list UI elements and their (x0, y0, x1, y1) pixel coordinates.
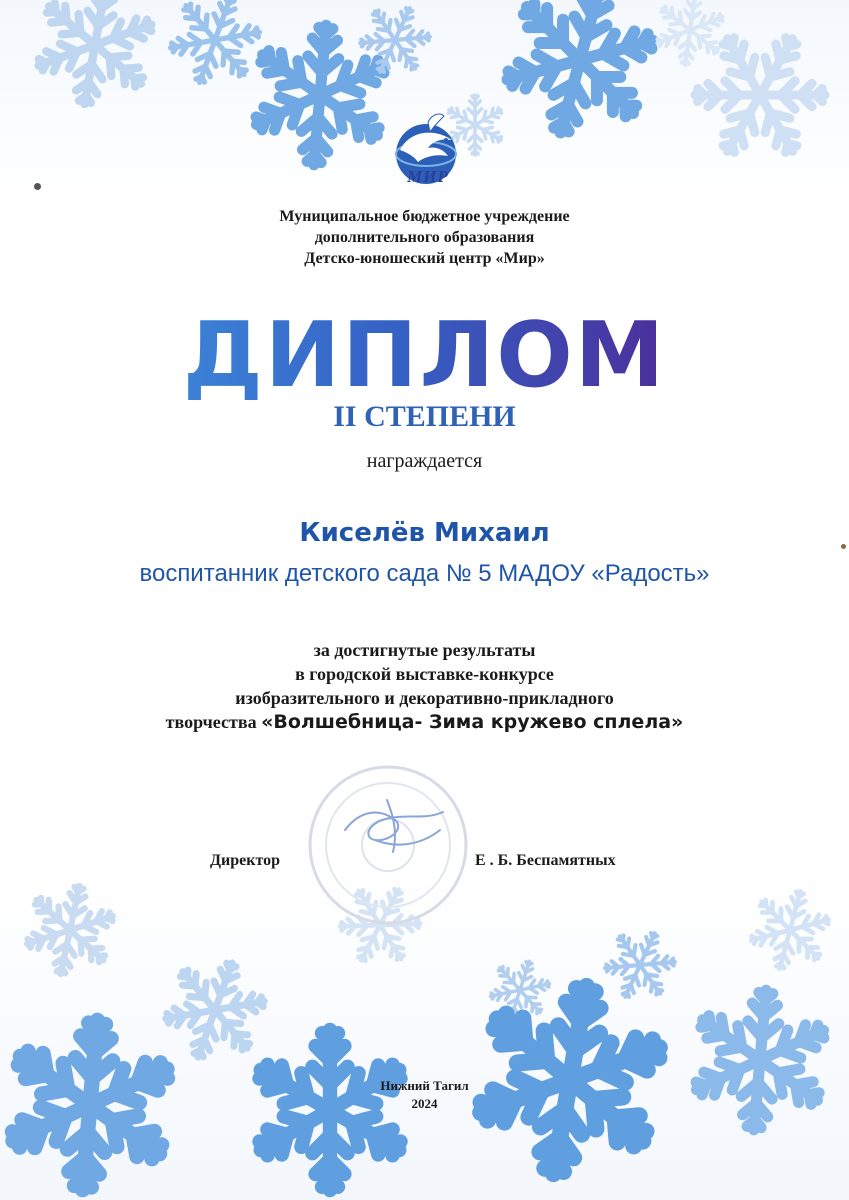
footer-year: 2024 (411, 1096, 438, 1111)
director-name: Е . Б. Беспамятных (475, 852, 616, 869)
reason-prefix: творчества (165, 712, 262, 732)
reason-line (0, 710, 849, 734)
director-label: Директор (210, 852, 280, 869)
recipient-info: воспитанник детского сада № 5 МАДОУ «Радость» (139, 560, 710, 587)
diploma-title (0, 303, 849, 408)
award-reason (0, 638, 849, 734)
recipient-name: Киселёв Михаил (299, 518, 550, 548)
organization-line: дополнительного образования (314, 229, 535, 246)
reason-line: изобразительного и декоративно-прикладного (235, 688, 614, 708)
reason-line: в городской выставке-конкурсе (295, 664, 554, 684)
scan-speck (34, 183, 41, 190)
reason-line: за достигнутые результаты (313, 640, 536, 660)
logo-text: МИР (407, 167, 449, 186)
diploma-title-text: ДИПЛОМ (182, 303, 667, 408)
organization-line: Детско-юношеский центр «Мир» (304, 250, 545, 267)
scan-speck (841, 544, 846, 549)
diploma-degree: II СТЕПЕНИ (333, 400, 516, 433)
footer-city: Нижний Тагил (380, 1078, 469, 1093)
organization-line: Муниципальное бюджетное учреждение (279, 208, 570, 225)
footer (0, 1077, 849, 1113)
handwritten-signature (335, 790, 455, 860)
awarded-text: награждается (366, 450, 483, 472)
contest-name: «Волшебница- Зима кружево сплела» (261, 711, 684, 733)
organization-name (0, 206, 849, 269)
